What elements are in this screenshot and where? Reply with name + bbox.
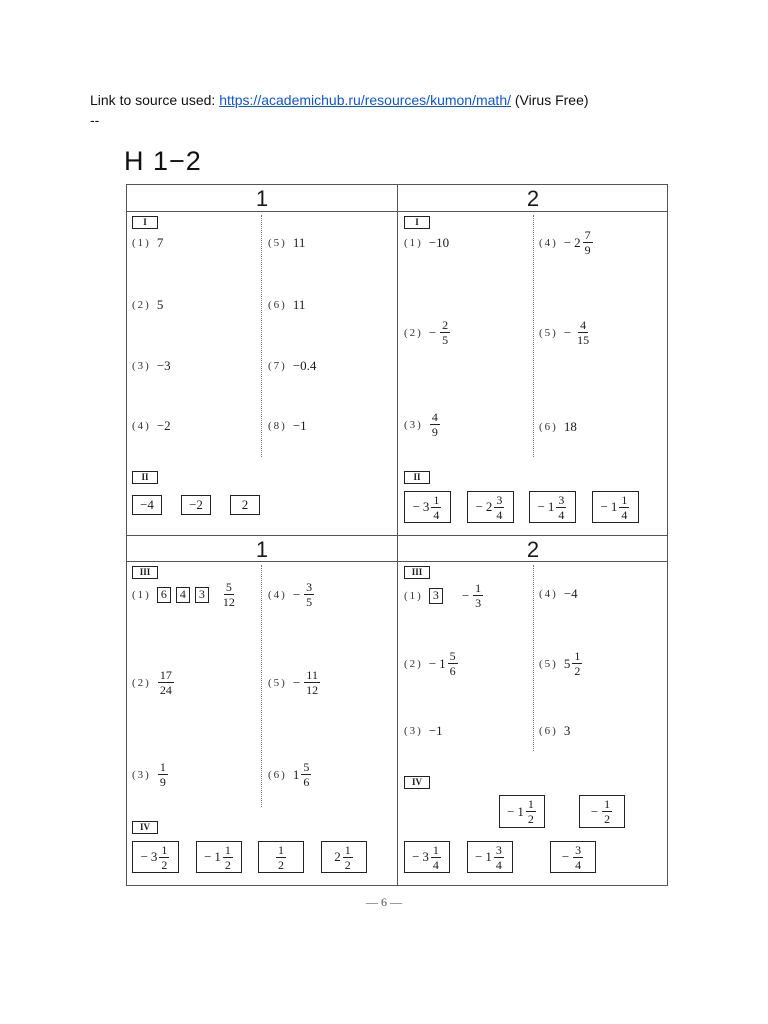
q1-item-5: (5) 11 bbox=[268, 235, 306, 250]
q4-answer-box-2: − $\frac{1}{2}$ bbox=[579, 795, 625, 828]
q4-item-2: (2) − 1 $\frac{5}{6}$ bbox=[404, 649, 456, 678]
q2-item-2: (2) − $\frac{2}{5}$ bbox=[404, 318, 449, 347]
section-III-label-2: III bbox=[404, 566, 430, 579]
q2-item-6: (6) 18 bbox=[539, 419, 577, 434]
separator-dashes: -- bbox=[90, 112, 100, 128]
q2-answer-box-3: − 1 $\frac{3}{4}$ bbox=[529, 491, 576, 523]
q1-item-1: (1) 7 bbox=[132, 235, 164, 250]
column-header-1-top: 1 bbox=[255, 186, 269, 211]
middle-divider bbox=[127, 535, 667, 536]
q4-item-1: (1) 3 − $\frac{1}{3}$ bbox=[404, 581, 482, 610]
q3-item-6: (6) 1 $\frac{5}{6}$ bbox=[268, 760, 310, 789]
q2-answer-box-4: − 1 $\frac{1}{4}$ bbox=[592, 491, 639, 523]
section-IV-label: IV bbox=[132, 821, 158, 834]
page-number: — 6 — bbox=[366, 895, 402, 909]
q3-answer-box-3: $\frac{1}{2}$ bbox=[258, 841, 304, 873]
dotted-separator-q3 bbox=[261, 565, 262, 807]
q4-item-5: (5) 5 $\frac{1}{2}$ bbox=[539, 649, 581, 678]
q3-box-4: 4 bbox=[176, 587, 190, 603]
q3-box-3: 3 bbox=[195, 587, 209, 603]
q3-item-1: (1) 6 4 3 $\frac{5}{12}$ bbox=[132, 580, 235, 609]
q3-item-5: (5) − $\frac{11}{12}$ bbox=[268, 668, 319, 697]
source-suffix: (Virus Free) bbox=[511, 92, 589, 108]
q3-answer-box-4: 2 $\frac{1}{2}$ bbox=[321, 841, 367, 873]
q2-item-3: (3) $\frac{4}{9}$ bbox=[404, 410, 438, 439]
q1-item-4: (4) −2 bbox=[132, 418, 171, 433]
q2-item-4: (4) − 2 $\frac{7}{9}$ bbox=[539, 228, 591, 257]
q2-item-5: (5) − $\frac{4}{15}$ bbox=[539, 318, 590, 347]
q4-item-6: (6) 3 bbox=[539, 723, 571, 738]
source-line bbox=[90, 92, 589, 108]
q3-answer-box-1: − 3 $\frac{1}{2}$ bbox=[132, 841, 179, 873]
dotted-separator-q1 bbox=[261, 215, 262, 457]
page-title: H 1−2 bbox=[124, 146, 202, 176]
q4-item-3: (3) −1 bbox=[404, 723, 443, 738]
dotted-separator-q2 bbox=[533, 215, 534, 457]
q1-answer-box-1: −4 bbox=[132, 495, 162, 515]
q4-answer-box-5: − $\frac{3}{4}$ bbox=[550, 841, 596, 873]
section-I-label-2: I bbox=[404, 216, 430, 229]
q1-item-8: (8) −1 bbox=[268, 418, 307, 433]
section-II-label: II bbox=[132, 471, 158, 484]
q1-answer-box-3: 2 bbox=[230, 495, 260, 515]
q4-item-4: (4) −4 bbox=[539, 586, 578, 601]
section-IV-label-2: IV bbox=[404, 776, 430, 789]
q3-box-6: 6 bbox=[157, 587, 171, 603]
column-header-2-bottom: 2 bbox=[526, 537, 540, 562]
q4-answer-box-1: − 1 $\frac{1}{2}$ bbox=[499, 795, 545, 828]
section-II-label-2: II bbox=[404, 471, 430, 484]
q3-item-4: (4) − $\frac{3}{5}$ bbox=[268, 580, 313, 609]
q3-item-3: (3) $\frac{1}{9}$ bbox=[132, 760, 166, 789]
q4-box-3: 3 bbox=[429, 588, 443, 604]
q1-answer-box-2: −2 bbox=[181, 495, 211, 515]
answer-sheet bbox=[126, 184, 668, 886]
section-I-label: I bbox=[132, 216, 158, 229]
section-III-label: III bbox=[132, 566, 158, 579]
q3-item-2: (2) $\frac{17}{24}$ bbox=[132, 668, 172, 697]
q4-answer-box-4: − 1 $\frac{3}{4}$ bbox=[467, 841, 513, 873]
q3-answer-box-2: − 1 $\frac{1}{2}$ bbox=[196, 841, 242, 873]
q2-item-1: (1) −10 bbox=[404, 235, 450, 250]
column-header-1-bottom: 1 bbox=[255, 537, 269, 562]
column-header-2-top: 2 bbox=[526, 186, 540, 211]
dotted-separator-q4 bbox=[533, 565, 534, 751]
q1-item-6: (6) 11 bbox=[268, 297, 306, 312]
q1-item-3: (3) −3 bbox=[132, 358, 171, 373]
q1-item-7: (7) −0.4 bbox=[268, 358, 317, 373]
q4-answer-box-3: − 3 $\frac{1}{4}$ bbox=[404, 841, 450, 873]
q2-answer-box-2: − 2 $\frac{3}{4}$ bbox=[467, 491, 514, 523]
source-link[interactable]: https://academichub.ru/resources/kumon/math/ bbox=[219, 92, 511, 108]
source-prefix: Link to source used: bbox=[90, 92, 220, 108]
q1-item-2: (2) 5 bbox=[132, 297, 164, 312]
q2-answer-box-1: − 3 $\frac{1}{4}$ bbox=[404, 491, 451, 523]
